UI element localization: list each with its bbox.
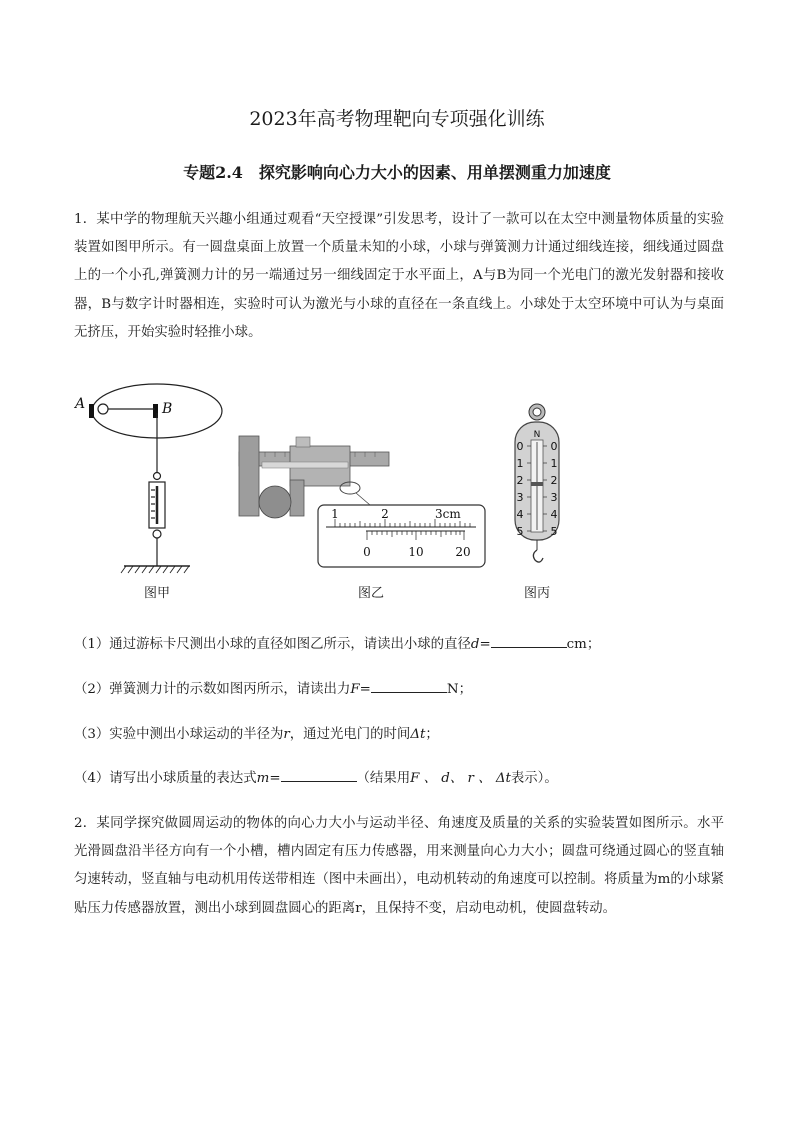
- scale-unit-n: N: [533, 430, 541, 440]
- vernier-label-10: 10: [408, 545, 424, 559]
- sub4-after: （结果用: [356, 771, 411, 786]
- vernier-label-0: 0: [363, 545, 371, 559]
- sub1-var: d: [470, 637, 480, 652]
- scale-right-4: 4: [550, 508, 558, 521]
- sub-question-1: [74, 633, 600, 652]
- scale-right-2: 2: [550, 474, 558, 487]
- answer-blank-mass[interactable]: [281, 767, 357, 782]
- sub-question-4: [74, 767, 558, 786]
- scale-right-1: 1: [550, 457, 558, 470]
- sub-question-3: [74, 723, 439, 742]
- sub3-prefix: （3）实验中测出小球运动的半径为: [74, 727, 284, 742]
- sub3-var-r: r: [283, 727, 290, 742]
- sub2-eq: =: [359, 682, 371, 697]
- scale-hook: [533, 550, 543, 562]
- sub3-var-t: Δt: [410, 727, 426, 742]
- sub-question-2: [74, 678, 472, 697]
- scale-right-3: 3: [550, 491, 558, 504]
- measured-ball: [259, 486, 291, 518]
- sub2-var: F: [350, 682, 360, 697]
- topic-subtitle: 专题2.4 探究影响向心力大小的因素、用单摆测重力加速度: [183, 163, 611, 182]
- sub1-eq: =: [479, 637, 491, 652]
- figure-jia: [89, 384, 222, 573]
- question-1-stem: 1．某中学的物理航天兴趣小组通过观看“天空授课”引发思考，设计了一款可以在太空中测量物体质量的实验装置如图甲所示。有一圆盘桌面上放置一个质量未知的小球，小球与弹簧测力计通过细线连接，细线通过圆盘上的一个小孔,弹簧测力计的另一端通过另一细线固定于水平面上，A与B为同一个光电门的激光发射器和接收器，B与数字计时器相连，实验时可认为激光与小球的直径在一条直线上。小球处于太空环境中可认为与桌面无挤压，开始实验时轻推小球。: [74, 212, 724, 340]
- sub2-suffix: N；: [446, 682, 472, 697]
- answer-blank-force[interactable]: [371, 678, 447, 693]
- caliper-moving-jaw: [290, 480, 304, 516]
- spring-ring-bottom: [153, 530, 161, 538]
- sub4-eq: =: [269, 771, 281, 786]
- sub1-suffix: cm；: [566, 637, 601, 652]
- scale-right-0: 0: [550, 440, 558, 453]
- label-a: A: [75, 396, 86, 412]
- scale-pointer: [531, 482, 543, 486]
- sub4-prefix: （4）请写出小球质量的表达式: [74, 771, 257, 786]
- main-scale-label-2: 2: [381, 507, 389, 521]
- vernier-label-20: 20: [455, 545, 471, 559]
- figure-yi: [239, 436, 485, 567]
- sub3-mid: ，通过光电门的时间: [289, 727, 411, 742]
- emitter-a: [89, 404, 94, 418]
- caption-jia: 图甲: [143, 586, 170, 601]
- caliper-fixed-jaw: [239, 436, 259, 516]
- main-scale-label-3: 3cm: [435, 507, 461, 521]
- scale-left-4: 4: [516, 508, 524, 521]
- sub1-prefix: （1）通过游标卡尺测出小球的直径如图乙所示，请读出小球的直径: [74, 637, 471, 652]
- question-2-stem: 2．某同学探究做圆周运动的物体的向心力大小与运动半径、角速度及质量的关系的实验装置如图所示。水平光滑圆盘沿半径方向有一个小槽，槽内固定有压力传感器，用来测量向心力大小；圆盘可绕通过圆心的竖直轴匀速转动，竖直轴与电动机用传送带相连（图中未画出），电动机转动的角速度可以控制。将质量为m的小球紧贴压力传感器放置，测出小球到圆盘圆心的距离r，且保持不变，启动电动机，使圆盘转动。: [74, 816, 724, 916]
- sub4-vars: F 、 d、 r 、 Δt: [410, 771, 511, 786]
- page-title: 2023年高考物理靶向专项强化训练: [249, 108, 545, 130]
- main-scale-label-1: 1: [331, 507, 339, 521]
- answer-blank-diameter[interactable]: [491, 633, 567, 648]
- sub3-suffix: ；: [425, 727, 439, 742]
- sub4-var: m: [256, 771, 270, 786]
- sub4-suffix: 表示）。: [510, 771, 558, 786]
- sub2-prefix: （2）弹簧测力计的示数如图丙所示，请读出力: [74, 682, 351, 697]
- scale-left-1: 1: [516, 457, 524, 470]
- spring-ring-top: [154, 473, 161, 480]
- scale-left-2: 2: [516, 474, 524, 487]
- caption-bing: 图丙: [523, 586, 550, 601]
- label-b: B: [162, 401, 173, 417]
- scale-left-3: 3: [516, 491, 524, 504]
- scale-right-5: 5: [550, 525, 558, 538]
- ball: [98, 404, 108, 414]
- scale-left-5: 5: [516, 525, 524, 538]
- scale-left-0: 0: [516, 440, 524, 453]
- caption-yi: 图乙: [357, 586, 384, 601]
